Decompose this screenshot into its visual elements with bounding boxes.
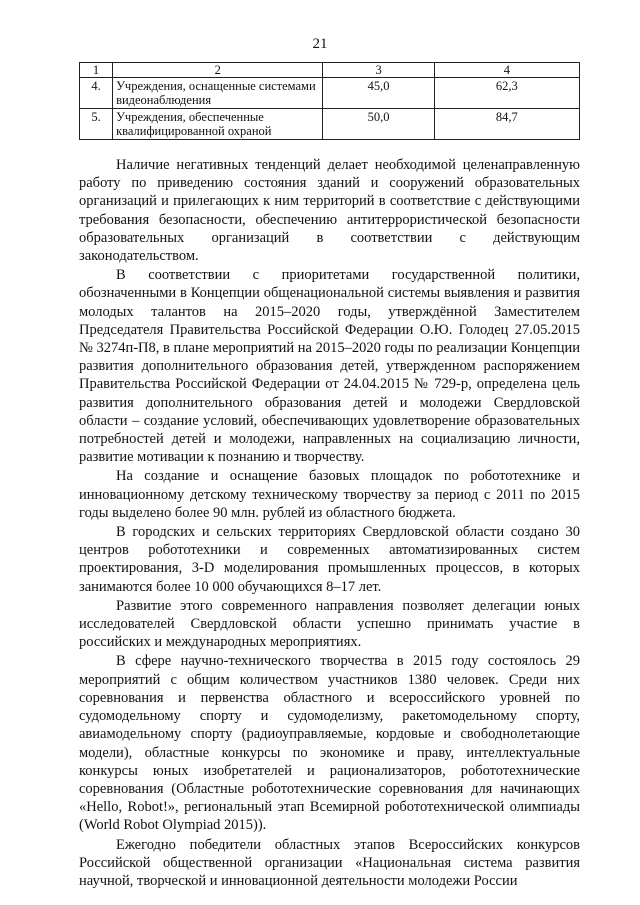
row-value-2015: 45,0: [323, 78, 434, 109]
table-header-row: [80, 63, 580, 78]
row-value-2020: 84,7: [434, 109, 579, 140]
table-header-cell: 4: [434, 63, 579, 78]
paragraph: Ежегодно победители областных этапов Всероссийских конкурсов Российской общественной организации «Национальная система развития научной, творческой и инновационной деятельности молодежи России: [79, 836, 580, 889]
paragraph: В городских и сельских территориях Свердловской области создано 30 центров робототехники и современных автоматизированных систем проектирования, 3-D моделирования промышленных процессов, в которых занимаются более 10 000 обучающихся 8–17 лет.: [79, 524, 580, 595]
table-header-cell: 3: [323, 63, 434, 78]
paragraph: В сфере научно-технического творчества в 2015 году состоялось 29 мероприятий с общим количеством участников 1380 человек. Среди них соревнования и первенства областного и всероссийского уровней по судомодельному спорту и судомоделизму, ракетомодельному спорту, авиамодельному спорту (радиоуправляемые, кордовые и свободнолетающие модели), областные конкурсы по экономике и праву, интеллектуальные конкурсы юных изобретателей и рационализаторов, робототехнические соревнования (Областные робототехнические соревнования для начинающих «Hello, Robot!», региональный этап Всемирной робототехнической олимпиады (World Robot Olympiad 2015)).: [79, 653, 580, 834]
row-number: 5.: [80, 109, 113, 140]
row-label: Учреждения, оснащенные системами видеонаблюдения: [113, 78, 323, 109]
page-number: 21: [312, 36, 328, 52]
paragraph: Наличие негативных тенденций делает необходимой целенаправленную работу по приведению состояния зданий и сооружений образовательных организаций и прилегающих к ним территорий в соответствие с действующими требования безопасности, обеспечению антитеррористической безопасности образовательных организаций в соответствии с действующим законодательством.: [79, 157, 580, 265]
paragraph: На создание и оснащение базовых площадок по робототехнике и инновационному детскому техническому творчеству за период с 2011 по 2015 годы выделено более 90 млн. рублей из областного бюджета.: [79, 468, 580, 521]
row-value-2020: 62,3: [434, 78, 579, 109]
paragraph: В соответствии с приоритетами государственной политики, обозначенными в Концепции общенациональной системы выявления и развития молодых талантов на 2015–2020 годы, утверждённой Заместителем Председателя Правительства Российской Федерации О.Ю. Голодец 27.05.2015 № 3274п-П8, в плане мероприятий на 2015–2020 годы по реализации Концепции развития дополнительного образования детей, утвержденном распоряжением Правительства Российской Федерации от 24.04.2015 № 729-р, определена цель развития дополнительного образования детей и молодежи Свердловской области – создание условий, обеспечивающих удовлетворение образовательных потребностей детей и молодежи, направленных на социализацию личности, развитие мотивации к познанию и творчеству.: [79, 267, 580, 466]
indicator-table: [79, 62, 580, 140]
table-header-cell: 1: [80, 63, 113, 78]
row-number: 4.: [80, 78, 113, 109]
table-row: [80, 78, 580, 109]
row-label: Учреждения, обеспеченные квалифицированной охраной: [113, 109, 323, 140]
table-row: [80, 109, 580, 140]
body-text: [79, 156, 580, 890]
row-value-2015: 50,0: [323, 109, 434, 140]
table-header-cell: 2: [113, 63, 323, 78]
paragraph: Развитие этого современного направления позволяет делегации юных исследователей Свердловской области успешно принимать участие в российских и международных мероприятиях.: [79, 597, 580, 651]
